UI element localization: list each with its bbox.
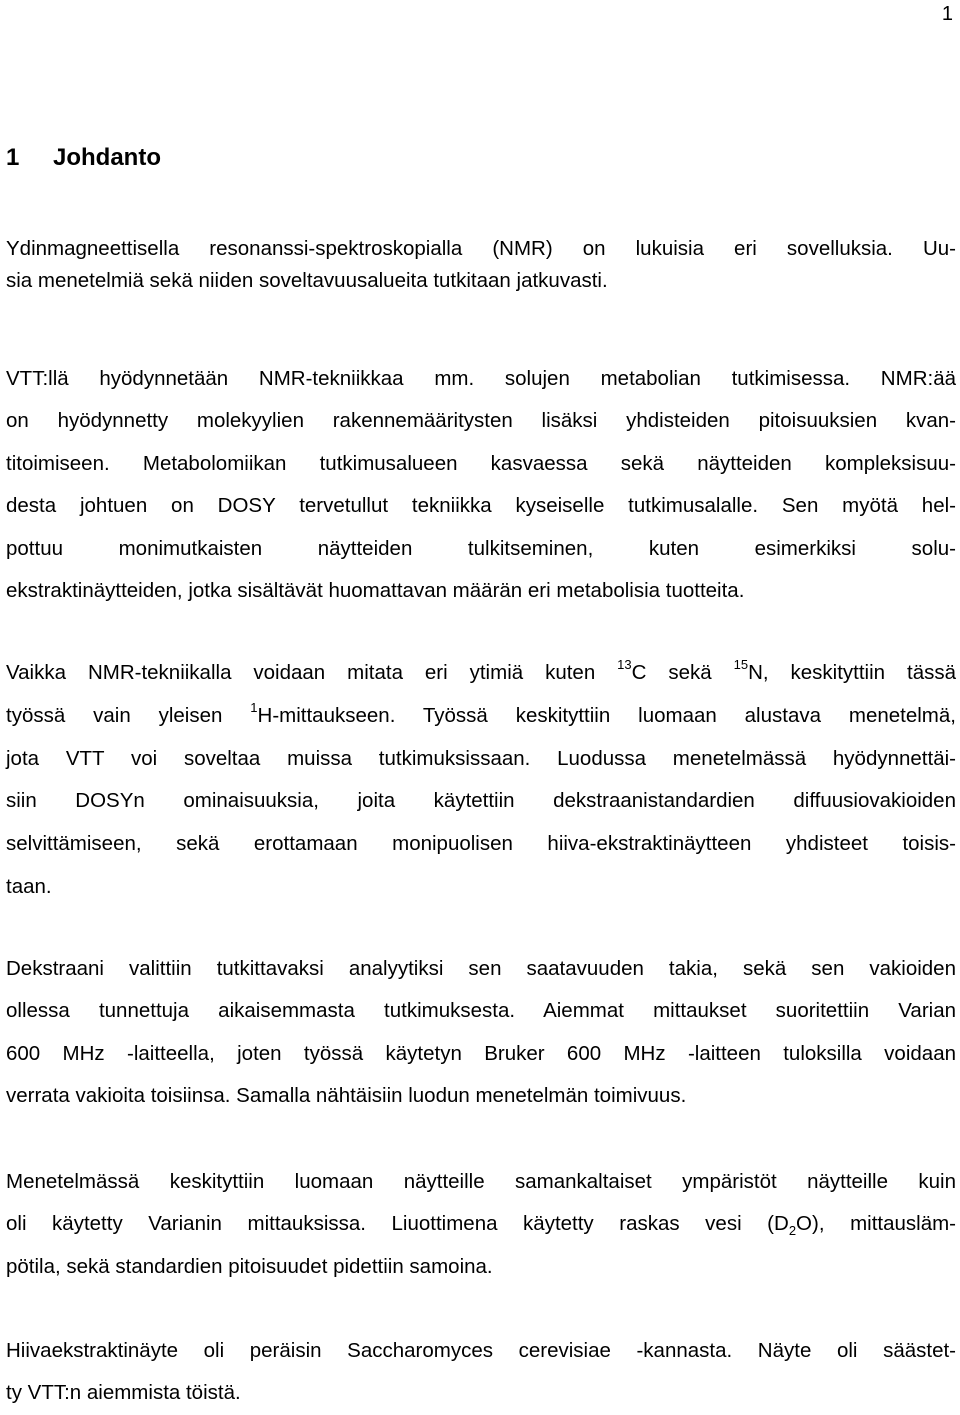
text-line: selvittämiseen, sekä erottamaan monipuolisen hiiva-ekstraktinäytteen yhdisteet toisis-	[6, 832, 956, 856]
text-line: ty VTT:n aiemmista töistä.	[6, 1381, 241, 1405]
subscript-2: 2	[788, 1223, 797, 1239]
text-line	[6, 1203, 956, 1245]
text-line: Hiivaekstraktinäyte oli peräisin Saccharomyces cerevisiae -kannasta. Näyte oli säästet-	[6, 1339, 956, 1362]
text-run: Vaikka NMR-tekniikalla voidaan mitata eri ytimiä kuten	[6, 661, 618, 684]
text-line: desta johtuen on DOSY tervetullut tekniikka kyseiselle tutkimusalalle. Sen myötä hel-	[6, 494, 956, 518]
text-line	[6, 652, 956, 695]
text-run: C sekä	[631, 661, 734, 684]
text-line: VTT:llä hyödynnetään NMR-tekniikkaa mm. solujen metabolian tutkimisessa. NMR:ää	[6, 367, 956, 390]
text-line: 600 MHz -laitteella, joten työssä käytetyn Bruker 600 MHz -laitteen tuloksilla voidaan	[6, 1041, 956, 1065]
text-line: taan.	[6, 874, 52, 898]
text-line: Menetelmässä keskityttiin luomaan näytteille samankaltaiset ympäristöt näytteille kuin	[6, 1170, 956, 1193]
superscript-15: 15	[733, 657, 749, 672]
text-run: työssä vain yleisen	[6, 703, 251, 727]
paragraph-1	[6, 233, 956, 297]
text-line: jota VTT voi soveltaa muissa tutkimuksissaan. Luodussa menetelmässä hyödynnettäi-	[6, 746, 956, 770]
text-run: H-mittaukseen. Työssä keskityttiin luomaan alustava menetelmä,	[257, 703, 956, 727]
text-line: ekstraktinäytteiden, jotka sisältävät huomattavan määrän eri metabolisia tuotteita.	[6, 579, 745, 603]
paragraph-4	[6, 948, 956, 1118]
superscript-1: 1	[250, 699, 258, 715]
text-run: oli käytetty Varianin mittauksissa. Liuottimena käytetty raskas vesi (D	[6, 1212, 789, 1236]
section-title: Johdanto	[53, 144, 161, 171]
text-line: siin DOSYn ominaisuuksia, joita käytettiin dekstraanistandardien diffuusiovakioiden	[6, 789, 956, 813]
paragraph-3	[6, 652, 956, 909]
text-line: titoimiseen. Metabolomiikan tutkimusalueen kasvaessa sekä näytteiden kompleksisuu-	[6, 451, 956, 475]
page-number: 1	[941, 3, 953, 25]
text-line: Dekstraani valittiin tutkittavaksi analyytiksi sen saatavuuden takia, sekä sen vakioiden	[6, 957, 956, 980]
superscript-13: 13	[617, 657, 632, 672]
text-line: verrata vakioita toisiinsa. Samalla nähtäisiin luodun menetelmän toimivuus.	[6, 1084, 687, 1108]
text-line: sia menetelmiä sekä niiden soveltavuusalueita tutkitaan jatkuvasti.	[6, 269, 608, 292]
text-line	[6, 695, 956, 738]
paragraph-5	[6, 1161, 956, 1288]
paragraph-6	[6, 1330, 956, 1415]
paragraph-2	[6, 358, 956, 612]
text-line: on hyödynnetty molekyylien rakennemääritysten lisäksi yhdisteiden pitoisuuksien kvan-	[6, 409, 956, 433]
text-line: pottuu monimutkaisten näytteiden tulkitseminen, kuten esimerkiksi solu-	[6, 536, 956, 560]
section-number: 1	[6, 144, 20, 171]
text-line: ollessa tunnettuja aikaisemmasta tutkimuksesta. Aiemmat mittaukset suoritettiin Varian	[6, 999, 956, 1023]
text-line: pötila, sekä standardien pitoisuudet pidettiin samoina.	[6, 1254, 493, 1278]
section-heading	[6, 142, 161, 174]
text-run: N, keskityttiin tässä	[748, 661, 956, 684]
text-run: O), mittausläm-	[796, 1212, 956, 1236]
text-line: Ydinmagneettisella resonanssi-spektroskopialla (NMR) on lukuisia eri sovelluksia. Uu-	[6, 237, 956, 260]
